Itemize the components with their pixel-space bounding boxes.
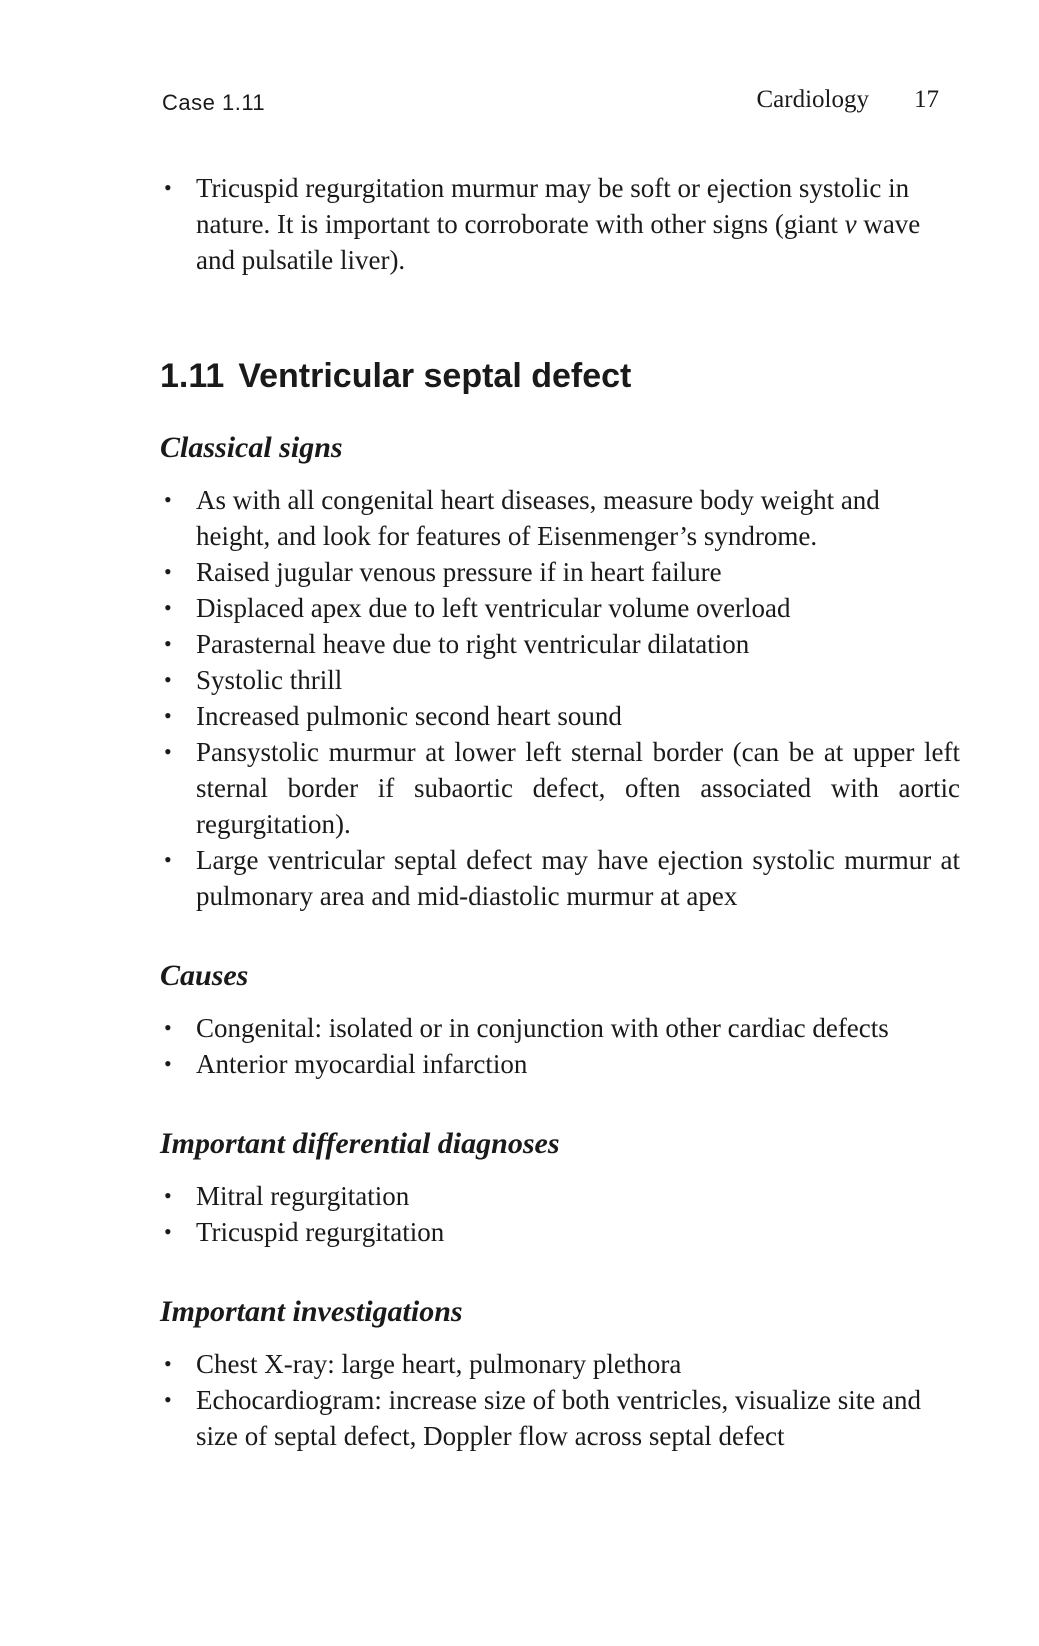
bullet-icon: • — [164, 487, 172, 512]
investigations-list — [160, 1346, 960, 1454]
section-number: 1.11 — [160, 357, 225, 395]
list-item — [160, 626, 960, 662]
bullet-icon: • — [164, 1015, 172, 1040]
bullet-icon: • — [164, 1219, 172, 1244]
intro-text-before: Tricuspid regurgitation murmur may be soft or ejection systolic in nature. It is important to corroborate with other signs (giant — [196, 173, 910, 239]
list-item — [160, 1010, 960, 1046]
classical-signs-heading: Classical signs — [160, 431, 343, 464]
chapter-label: Cardiology — [756, 86, 869, 113]
bullet-icon: • — [164, 739, 172, 764]
bullet-icon: • — [164, 1387, 172, 1412]
page-content — [160, 170, 960, 1454]
bullet-icon: • — [164, 847, 172, 872]
list-item-text: Raised jugular venous pressure if in heart failure — [196, 557, 722, 587]
differentials-list — [160, 1178, 960, 1250]
causes-heading: Causes — [160, 959, 249, 992]
list-item — [160, 1382, 960, 1454]
list-item — [160, 842, 960, 914]
running-header — [162, 86, 939, 122]
bullet-icon: • — [164, 1051, 172, 1076]
intro-bullet-list — [160, 170, 960, 278]
list-item — [160, 734, 960, 842]
list-item-text: Echocardiogram: increase size of both ventricles, visualize site and size of septal defect, Doppler flow across septal defect — [196, 1385, 921, 1451]
bullet-icon: • — [164, 559, 172, 584]
differentials-heading: Important differential diagnoses — [160, 1127, 560, 1160]
list-item — [160, 590, 960, 626]
bullet-icon: • — [164, 1351, 172, 1376]
bullet-icon: • — [164, 1183, 172, 1208]
list-item-text: Parasternal heave due to right ventricular dilatation — [196, 629, 750, 659]
bullet-icon: • — [164, 667, 172, 692]
list-item — [160, 662, 960, 698]
list-item-text: Pansystolic murmur at lower left sternal border (can be at upper left sternal border if subaortic defect, often associated with aortic regurgitation). — [196, 737, 960, 839]
page-number: 17 — [914, 86, 939, 113]
section-title-text: Ventricular septal defect — [238, 357, 632, 395]
list-item-text: Congenital: isolated or in conjunction with other cardiac defects — [196, 1013, 889, 1043]
list-item-text: Systolic thrill — [196, 665, 343, 695]
list-item-text: Large ventricular septal defect may have ejection systolic murmur at pulmonary area and mid-diastolic murmur at apex — [196, 845, 960, 911]
list-item — [160, 1046, 960, 1082]
section-title — [160, 354, 960, 398]
intro-text-after: wave and pulsatile liver). — [196, 209, 921, 275]
bullet-icon: • — [164, 595, 172, 620]
intro-text-italic: v — [844, 209, 857, 239]
list-item-text: Anterior myocardial infarction — [196, 1049, 528, 1079]
list-item-text: Displaced apex due to left ventricular volume overload — [196, 593, 791, 623]
list-item — [160, 1346, 960, 1382]
list-item — [160, 1214, 960, 1250]
bullet-icon: • — [164, 631, 172, 656]
list-item — [160, 1178, 960, 1214]
classical-signs-list — [160, 482, 960, 914]
list-item-text: Tricuspid regurgitation — [196, 1217, 445, 1247]
case-label: Case 1.11 — [162, 90, 266, 115]
list-item-text: As with all congenital heart diseases, measure body weight and height, and look for features of Eisenmenger’s syndrome. — [196, 485, 880, 551]
causes-list — [160, 1010, 960, 1082]
list-item — [160, 698, 960, 734]
list-item-text: Increased pulmonic second heart sound — [196, 701, 622, 731]
list-item-text: Mitral regurgitation — [196, 1181, 410, 1211]
bullet-icon: • — [164, 703, 172, 728]
list-item-text: Chest X-ray: large heart, pulmonary plethora — [196, 1349, 682, 1379]
investigations-heading: Important investigations — [160, 1295, 463, 1328]
list-item — [160, 554, 960, 590]
bullet-icon: • — [164, 175, 172, 200]
list-item — [160, 170, 960, 278]
list-item — [160, 482, 960, 554]
